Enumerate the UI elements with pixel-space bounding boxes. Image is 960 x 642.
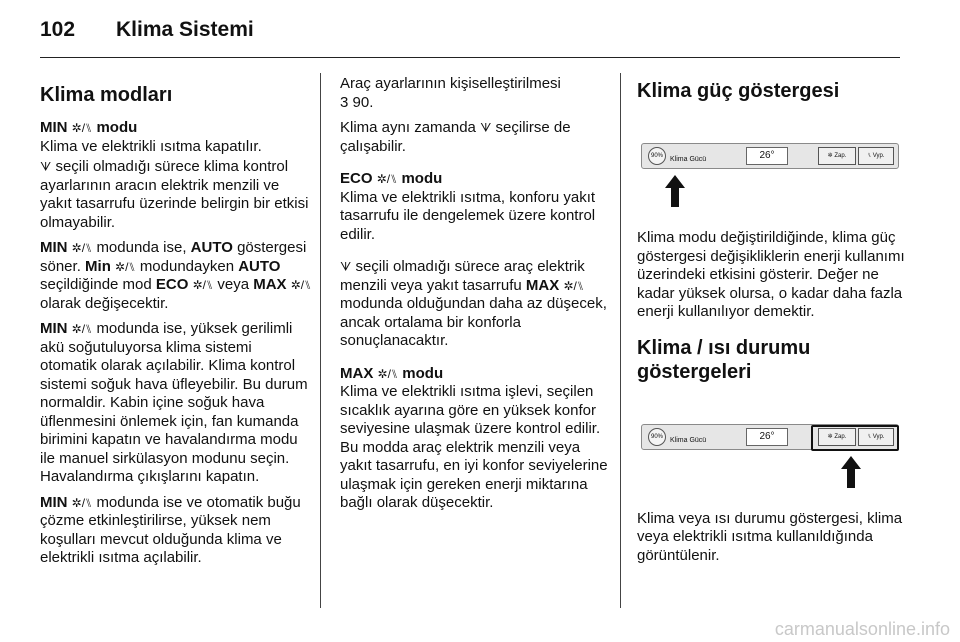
power-indicator-figure	[637, 109, 899, 217]
paragraph: Klima modu değiştirildiğinde, klima güç göstergesi değişikliklerin enerji kullanımı üzerindeki etkisini gösterir. Değer ne kadar yüksek olursa, o kadar daha fazla enerji kullanılıyor demektir.	[637, 229, 905, 320]
body-text: seçilirse de çalışabilir.	[340, 119, 571, 155]
body-text: modunda olduğundan daha az düşecek, ancak ortalama bir konforla sonuçlanacaktır.	[340, 295, 607, 349]
mode-name: MIN	[40, 320, 68, 337]
heat-icon: ᗐ	[480, 121, 492, 135]
section-heading-klima-modlari: Klima modları	[40, 84, 173, 106]
paragraph	[40, 158, 312, 232]
ac-fan-icon: ✲/⑊	[290, 278, 312, 292]
column-1	[40, 83, 312, 575]
ac-fan-icon: ✲/⑊	[71, 322, 93, 336]
power-percent-gauge: 90%	[648, 428, 666, 446]
section-heading-status-indicators: Klima / ısı durumu göstergeleri	[637, 336, 811, 383]
ac-fan-icon: ✲/⑊	[376, 172, 398, 186]
ac-fan-icon: ✲/⑊	[71, 121, 93, 135]
body-text: veya	[217, 276, 250, 293]
heat-icon: ᗐ	[40, 160, 52, 174]
watermark: carmanualsonline.info	[774, 619, 950, 639]
up-arrow-icon	[841, 456, 861, 488]
column-divider-left	[320, 73, 321, 608]
mode-name: MIN	[40, 239, 68, 256]
page-reference: 90.	[352, 93, 374, 111]
auto-label: AUTO	[238, 257, 281, 275]
paragraph	[40, 494, 312, 568]
page-title: Klima Sistemi	[116, 18, 254, 41]
column-3	[637, 79, 905, 572]
power-percent-gauge: 90%	[648, 147, 666, 165]
mode-name: Min	[85, 257, 111, 275]
mode-name: MAX	[253, 276, 287, 293]
mode-name: ECO	[340, 170, 373, 187]
reference-arrow: 3	[340, 93, 349, 111]
body-text: modunda ise,	[96, 239, 187, 256]
auto-label: AUTO	[190, 239, 233, 256]
body-text: modundayken	[139, 257, 235, 275]
body-text: seçildiğinde mod	[40, 276, 152, 293]
paragraph	[340, 119, 612, 156]
mode-name: ECO	[155, 276, 189, 293]
max-mode-paragraph	[340, 365, 612, 513]
ac-fan-icon: ✲/⑊	[115, 259, 136, 274]
mode-label: modu	[96, 119, 138, 136]
body-text: Araç ayarlarının kişiselleştirilmesi	[340, 75, 561, 92]
mode-name: MAX	[340, 364, 374, 382]
power-label: Klima Gücü	[670, 156, 707, 163]
body-text: modunda ise, yüksek gerilimli akü soğutuluyorsa klima sistemi otomatik olarak açılabilir. Klima kontrol sistemi soğuk hava üfleyebilir. Bu durum normaldir. Kabin içine soğuk hava üflenmesini önlemek için, fan kumanda birimini kapatın ve havalandırma modu ile manuel sirkülasyon modunu seçin. Havalandırma çıkışlarını kapatın.	[40, 320, 308, 485]
power-label: Klima Gücü	[670, 436, 707, 444]
temperature-readout: 26°	[746, 428, 788, 446]
paragraph	[340, 75, 612, 112]
header-rule	[40, 57, 900, 58]
ac-fan-icon: ✲/⑊	[71, 495, 93, 510]
paragraph: Klima veya ısı durumu göstergesi, klima veya elektrikli ısıtma kullanıldığında görüntülenir.	[637, 509, 903, 564]
body-text: Klima ve elektrikli ısıtma kapatılır.	[40, 137, 262, 155]
mode-label: modu	[401, 170, 443, 187]
paragraph	[40, 320, 312, 487]
section-heading-power-indicator: Klima güç göstergesi	[637, 80, 840, 102]
eco-mode-paragraph	[340, 170, 612, 244]
mode-name: MIN	[40, 119, 68, 136]
temperature-readout: 26°	[746, 147, 788, 165]
mode-label: modu	[402, 364, 444, 382]
heat-off-indicator: ⑊ Vyp.	[858, 147, 894, 165]
up-arrow-icon	[665, 175, 685, 207]
mode-name: MAX	[525, 276, 560, 294]
ac-on-indicator: ✲ Zap.	[818, 428, 856, 446]
ac-fan-icon: ✲/⑊	[377, 366, 399, 381]
status-highlight-frame	[811, 425, 899, 451]
body-text: olarak değişecektir.	[40, 294, 169, 312]
mode-name: MIN	[40, 493, 68, 511]
column-divider-right	[620, 73, 621, 608]
min-mode-paragraph	[40, 119, 312, 156]
heat-icon: ᗐ	[340, 260, 352, 274]
page-number: 102	[40, 18, 76, 41]
ac-on-indicator: ✲ Zap.	[818, 147, 856, 165]
body-text: göstergesi söner.	[40, 239, 307, 275]
ac-fan-icon: ✲/⑊	[71, 241, 93, 255]
body-text: Klima aynı zamanda	[340, 119, 476, 136]
body-text: Klima ve elektrikli ısıtma, konforu yakıt tasarrufu ile dengelemek üzere kontrol edilir.	[340, 188, 596, 243]
climate-display-panel	[641, 143, 899, 169]
paragraph	[340, 258, 612, 351]
climate-display-panel	[641, 424, 899, 450]
status-indicator-figure	[637, 390, 899, 498]
ac-fan-icon: ✲/⑊	[563, 278, 585, 293]
body-text: modunda ise ve otomatik buğu çözme etkinleştirilirse, yüksek nem koşulları mevcut olduğunda klima ve elektrikli ısıtma açılabilir.	[40, 493, 301, 566]
paragraph	[40, 239, 312, 313]
heat-off-indicator: ⑊ Vyp.	[858, 428, 894, 446]
column-2	[340, 75, 612, 520]
body-text: Klima ve elektrikli ısıtma işlevi, seçilen sıcaklık ayarına göre en yüksek konfor seviyesine ulaşmak üzere kontrol edilir. Bu modda araç elektrik menzili veya yakıt tasarrufu, en iyi konfor seviyelerine ulaşmak için gereken enerji miktarına bağlı olarak düşecektir.	[340, 383, 608, 511]
body-text: seçili olmadığı sürece klima kontrol ayarlarının aracın elektrik menzili ve yakıt tasarrufu üzerinde belirgin bir etkisi olmayabilir.	[40, 158, 309, 231]
body-text: seçili olmadığı sürece araç elektrik menzili veya yakıt tasarrufu	[340, 258, 585, 294]
ac-fan-icon: ✲/⑊	[192, 278, 214, 292]
